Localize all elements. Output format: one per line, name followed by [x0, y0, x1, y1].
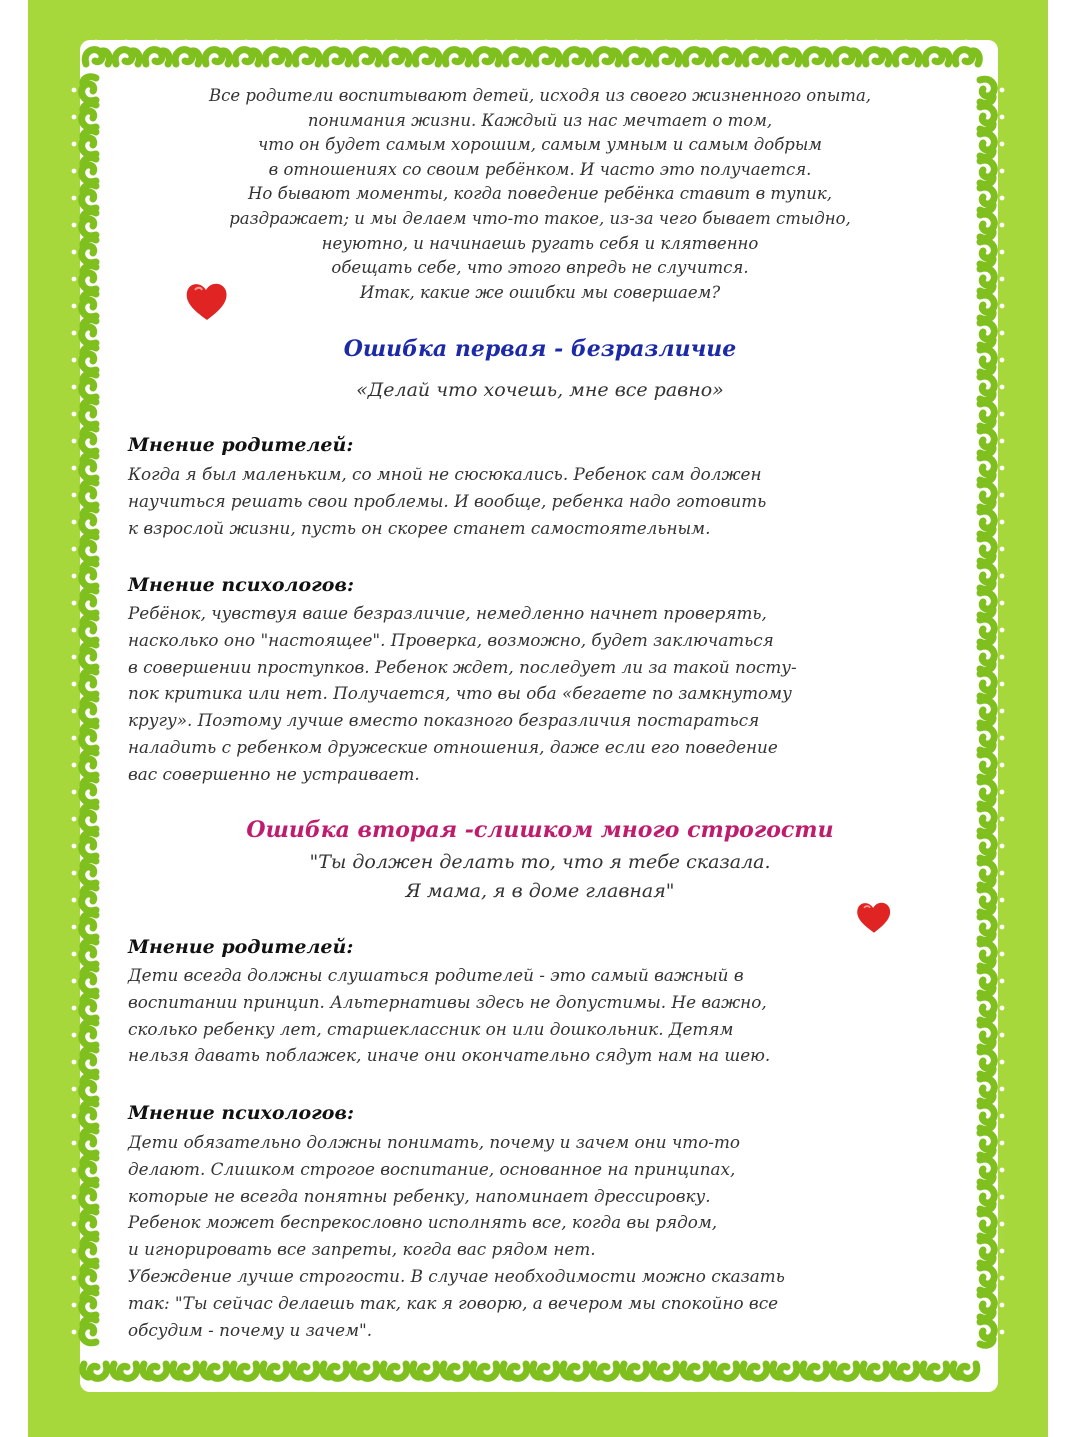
text-line: Дети всегда должны слушаться родителей - это самый важный в [128, 965, 744, 985]
text-line: в совершении проступков. Ребенок ждет, последует ли за такой посту- [128, 656, 797, 677]
section2-quote-line1: "Ты должен делать то, что я тебе сказала. [309, 851, 771, 873]
text-line: воспитании принцип. Альтернативы здесь не допустимы. Не важно, [128, 991, 767, 1012]
text-line: Ребенок может беспрекословно исполнять все, когда вы рядом, [128, 1212, 718, 1233]
section1-parents-label: Мнение родителей: [128, 434, 354, 456]
section2-parents-text [128, 962, 958, 1069]
text-line: Убеждение лучше строгости. В случае необходимости можно сказать [128, 1265, 785, 1286]
intro-line: Итак, какие же ошибки мы совершаем? [359, 282, 721, 302]
intro-line: Но бывают моменты, когда поведение ребёнка ставит в тупик, [248, 184, 832, 204]
intro-line: в отношениях со своим ребёнком. И часто это получается. [268, 159, 812, 179]
section1-psych-label: Мнение психологов: [128, 574, 354, 596]
section1-psych-text [128, 600, 958, 788]
heart-icon [183, 278, 231, 324]
text-line: сколько ребенку лет, старшеклассник он или дошкольник. Детям [128, 1018, 734, 1039]
section1-title: Ошибка первая - безразличие [343, 336, 737, 362]
text-line: наладить с ребенком дружеские отношения, даже если его поведение [128, 736, 778, 757]
section2-parents-label: Мнение родителей: [128, 936, 354, 958]
section2-quote-line2: Я мама, я в доме главная" [405, 880, 675, 902]
text-line: и игнорировать все запреты, когда вас рядом нет. [128, 1239, 596, 1260]
section1-parents-text [128, 461, 958, 541]
intro-line: понимания жизни. Каждый из нас мечтает о том, [307, 110, 773, 130]
text-line: Ребёнок, чувствуя ваше безразличие, немедленно начнет проверять, [128, 603, 767, 623]
text-line: обсудим - почему и зачем". [128, 1319, 373, 1340]
text-line: Дети обязательно должны понимать, почему и зачем они что-то [128, 1132, 740, 1152]
intro-text [150, 84, 930, 305]
text-line: делают. Слишком строгое воспитание, основанное на принципах, [128, 1158, 736, 1179]
intro-line: неуютно, и начинаешь ругать себя и клятвенно [321, 233, 759, 253]
text-line: к взрослой жизни, пусть он скорее станет самостоятельным. [128, 517, 711, 538]
section2-title: Ошибка вторая -слишком много строгости [246, 817, 834, 843]
text-line: пок критика или нет. Получается, что вы оба «бегаете по замкнутому [128, 683, 792, 704]
text-line: научиться решать свои проблемы. И вообще, ребенка надо готовить [128, 490, 767, 511]
section1-quote: «Делай что хочешь, мне все равно» [356, 379, 724, 401]
intro-line: обещать себе, что этого впредь не случится. [331, 258, 749, 278]
text-line: которые не всегда понятны ребенку, напоминает дрессировку. [128, 1185, 711, 1206]
heart-icon [854, 898, 894, 936]
intro-line: что он будет самым хорошим, самым умным и самым добрым [258, 135, 822, 155]
text-line: насколько оно "настоящее". Проверка, возможно, будет заключаться [128, 629, 774, 650]
section2-psych-text [128, 1129, 958, 1343]
intro-line: Все родители воспитывают детей, исходя из своего жизненного опыта, [208, 86, 872, 105]
section2-psych-label: Мнение психологов: [128, 1102, 354, 1124]
text-line: нельзя давать поблажек, иначе они окончательно сядут нам на шею. [128, 1045, 771, 1066]
intro-line: раздражает; и мы делаем что-то такое, из-за чего бывает стыдно, [229, 208, 851, 228]
text-line: так: "Ты сейчас делаешь так, как я говорю, а вечером мы спокойно все [128, 1292, 779, 1313]
text-line: кругу». Поэтому лучше вместо показного безразличия постараться [128, 710, 760, 731]
text-line: Когда я был маленьким, со мной не сюсюкались. Ребенок сам должен [128, 464, 762, 484]
text-line: вас совершенно не устраивает. [128, 763, 420, 784]
